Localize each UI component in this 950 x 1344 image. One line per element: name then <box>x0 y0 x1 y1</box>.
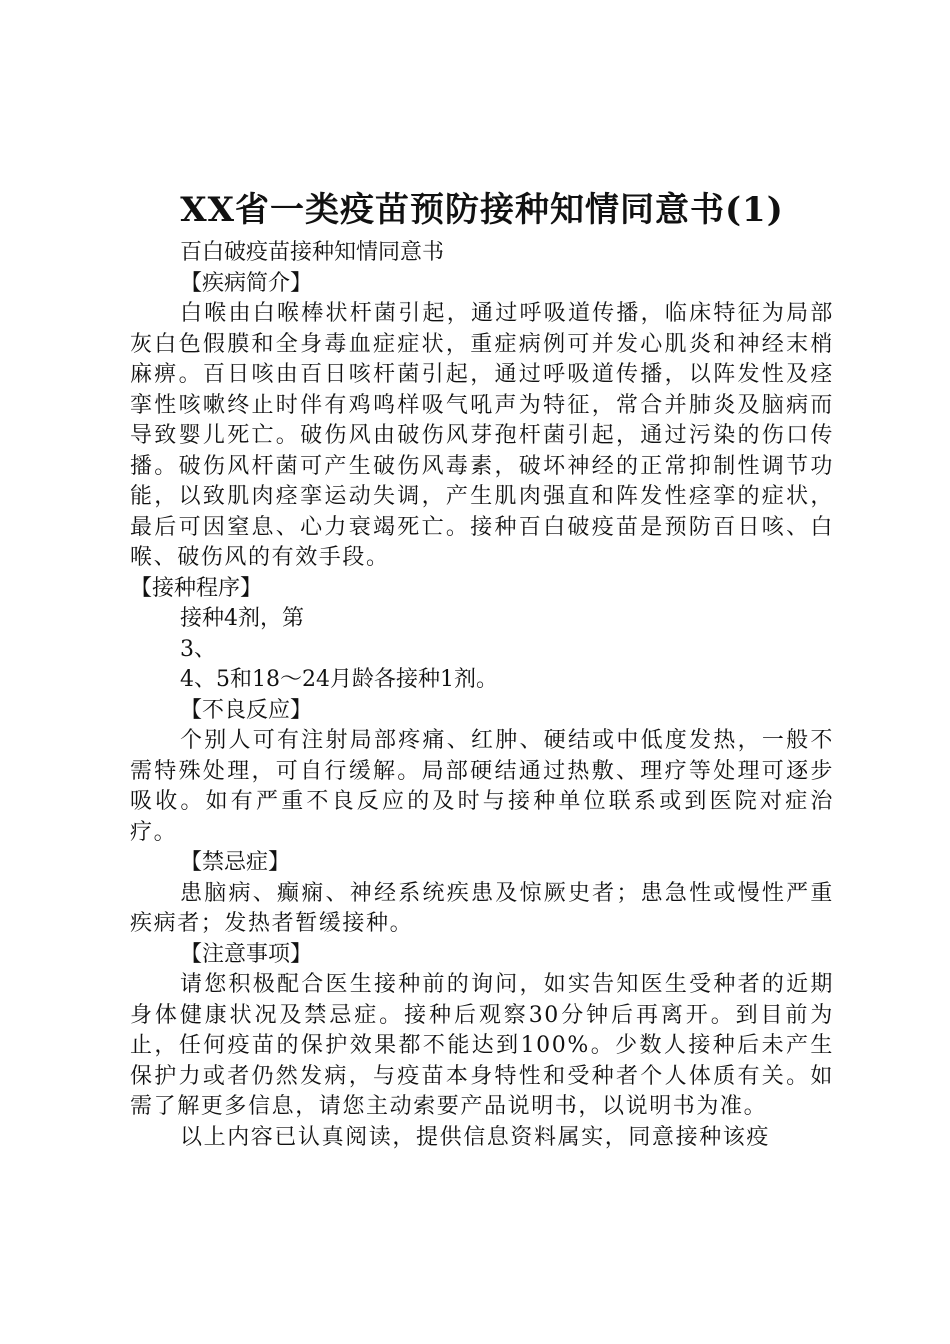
document-subtitle: 百白破疫苗接种知情同意书 <box>180 240 445 265</box>
section-heading-adverse-reactions: 【不良反应】 <box>180 697 313 723</box>
section-heading-notes: 【注意事项】 <box>180 941 313 967</box>
section-heading-procedure: 【接种程序】 <box>130 575 263 601</box>
procedure-line-2: 3、 <box>180 636 216 662</box>
consent-paragraph: 以上内容已认真阅读，提供信息资料属实，同意接种该疫 <box>180 1124 771 1150</box>
procedure-line-3: 4、5和18～24月龄各接种1剂。 <box>180 667 498 692</box>
section-heading-contraindications: 【禁忌症】 <box>180 850 291 875</box>
section-heading-disease-intro: 【疾病简介】 <box>180 270 313 296</box>
contraindications-paragraph: 患脑病、癫痫、神经系统疾患及惊厥史者；患急性或慢性严重疾病者；发热者暂缓接种。 <box>130 880 834 936</box>
disease-intro-paragraph: 白喉由白喉棒状杆菌引起，通过呼吸道传播，临床特征为局部灰白色假膜和全身毒血症症状，重症病例可并发心肌炎和神经末梢麻痹。百日咳由百日咳杆菌引起，通过呼吸道传播，以阵发性及痉挛性咳嗽终止时伴有鸡鸣样吸气吼声为特征，常合并肺炎及脑病而导致婴儿死亡。破伤风由破伤风芽孢杆菌引起，通过污染的伤口传播。破伤风杆菌可产生破伤风毒素，破坏神经的正常抑制性调节功能，以致肌肉痉挛运动失调，产生肌肉强直和阵发性痉挛的症状，最后可因窒息、心力衰竭死亡。接种百白破疫苗是预防百日咳、白喉、破伤风的有效手段。 <box>130 301 834 570</box>
notes-paragraph: 请您积极配合医生接种前的询问，如实告知医生受种者的近期身体健康状况及禁忌症。接种后观察30分钟后再离开。到目前为止，任何疫苗的保护效果都不能达到100%。少数人接种后未产生保护力或者仍然发病，与疫苗本身特性和受种者个人体质有关。如需了解更多信息，请您主动索要产品说明书，以说明书为准。 <box>130 972 834 1119</box>
procedure-line-1: 接种4剂，第 <box>180 606 304 631</box>
document-page <box>130 186 834 1153</box>
adverse-reactions-paragraph: 个别人可有注射局部疼痛、红肿、硬结或中低度发热，一般不需特殊处理，可自行缓解。局部硬结通过热敷、理疗等处理可逐步吸收。如有严重不良反应的及时与接种单位联系或到医院对症治疗。 <box>130 728 834 845</box>
document-title: XX省一类疫苗预防接种知情同意书(1) <box>180 190 784 230</box>
